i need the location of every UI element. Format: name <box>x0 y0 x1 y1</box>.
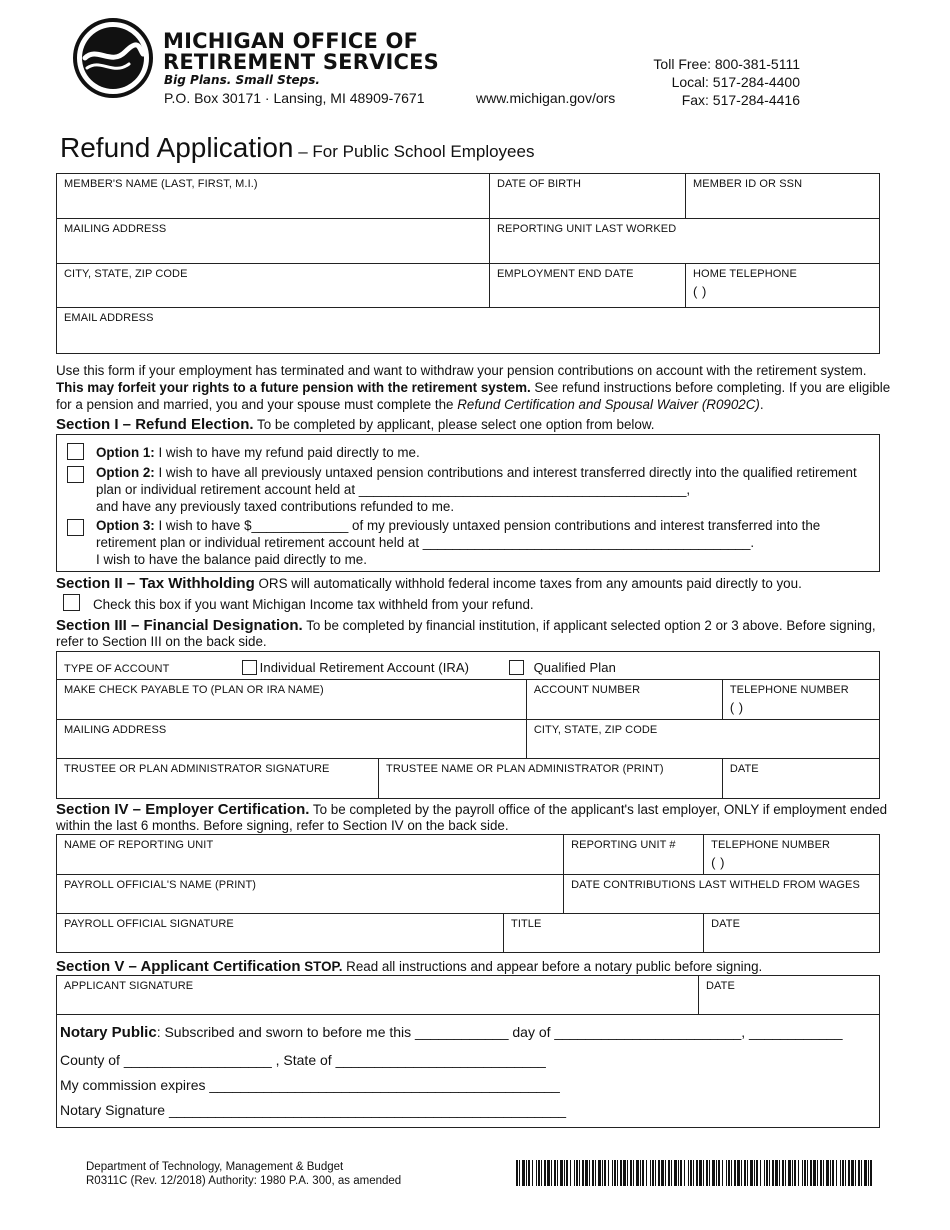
tagline: Big Plans. Small Steps. <box>164 73 320 87</box>
fi-telephone-field[interactable]: TELEPHONE NUMBER ( ) <box>722 680 879 720</box>
michigan-tax-label: Check this box if you want Michigan Income tax withheld from your refund. <box>93 597 534 612</box>
applicant-certification-table <box>56 975 880 1015</box>
ors-logo-icon <box>73 18 153 98</box>
option1-checkbox[interactable] <box>67 443 84 460</box>
trustee-date-field[interactable]: DATE <box>722 759 879 799</box>
department-name: Department of Technology, Management & Budget <box>86 1161 344 1173</box>
city-state-zip-field[interactable]: CITY, STATE, ZIP CODE <box>57 264 490 308</box>
home-telephone-field[interactable]: HOME TELEPHONE ( ) <box>686 264 880 308</box>
notary-line-1[interactable]: Notary Public: Subscribed and sworn to before me this ____________ day of ________________________, ____________ <box>60 1024 843 1041</box>
option3-checkbox[interactable] <box>67 519 84 536</box>
payroll-date-field[interactable]: DATE <box>704 914 880 953</box>
org-name <box>163 31 439 73</box>
qualified-plan-label: Qualified Plan <box>533 660 616 675</box>
title-main: Refund Application <box>60 132 294 163</box>
local-phone: Local: 517-284-4400 <box>671 74 800 90</box>
trustee-signature-field[interactable]: TRUSTEE OR PLAN ADMINISTRATOR SIGNATURE <box>57 759 379 799</box>
employer-telephone-field[interactable]: TELEPHONE NUMBER ( ) <box>704 835 880 875</box>
option1-text: Option 1: I wish to have my refund paid directly to me. <box>96 445 420 460</box>
account-number-field[interactable]: ACCOUNT NUMBER <box>526 680 722 720</box>
website-link[interactable]: www.michigan.gov/ors <box>476 90 616 106</box>
section4-heading: Section IV – Employer Certification. To be completed by the payroll office of the applicant's last employer, ONLY if employment ended within the last 6 months. Before signing, refer to Section IV on the back side. <box>56 801 888 833</box>
fi-mailing-address-field[interactable]: MAILING ADDRESS <box>57 720 527 759</box>
account-type-row: TYPE OF ACCOUNT Individual Retirement Account (IRA) Qualified Plan <box>57 652 880 680</box>
mailing-address-field[interactable]: MAILING ADDRESS <box>57 219 490 264</box>
fi-city-state-zip-field[interactable]: CITY, STATE, ZIP CODE <box>526 720 879 759</box>
section5-heading: Section V – Applicant Certification STOP. Read all instructions and appear before a notary public before signing. <box>56 958 763 975</box>
section2-heading: Section II – Tax Withholding ORS will automatically withhold federal income taxes from any amounts paid directly to you. <box>56 575 802 592</box>
notary-signature[interactable]: Notary Signature ___________________________________________________ <box>60 1102 567 1118</box>
mailing-address: P.O. Box 30171 · Lansing, MI 48909-7671 <box>164 90 425 106</box>
option2-checkbox[interactable] <box>67 466 84 483</box>
ira-label: Individual Retirement Account (IRA) <box>259 660 470 675</box>
intro-paragraph: Use this form if your employment has terminated and want to withdraw your pension contributions on account with the retirement system. This may forfeit your rights to a future pension with the retirement system. See refund instructions before completing. If you are eligible for a pension and married, you and your spouse must complete the Refund Certification and Spousal Waiver (R0902C). <box>56 363 891 412</box>
payroll-title-field[interactable]: TITLE <box>504 914 704 953</box>
section1-heading: Section I – Refund Election. To be completed by applicant, please select one option from below. <box>56 416 655 433</box>
barcode-icon <box>516 1160 872 1186</box>
applicant-date-field[interactable]: DATE <box>699 976 880 1015</box>
payable-to-field[interactable]: MAKE CHECK PAYABLE TO (PLAN OR IRA NAME) <box>57 680 527 720</box>
employment-end-date-field[interactable]: EMPLOYMENT END DATE <box>490 264 686 308</box>
option3-text: Option 3: I wish to have $_____________ of my previously untaxed pension contributions and interest transferred into the retirement plan or individual retirement account held at ____________________________________________. I wish to have the balance paid directly to me. <box>96 518 821 567</box>
footer-info <box>86 1160 401 1188</box>
org-name-line1: MICHIGAN OFFICE OF <box>163 29 419 53</box>
reporting-unit-field[interactable]: REPORTING UNIT LAST WORKED <box>490 219 880 264</box>
notary-section <box>56 1014 880 1128</box>
dob-field[interactable]: DATE OF BIRTH <box>490 174 686 219</box>
title-sub: – For Public School Employees <box>293 142 535 161</box>
trustee-name-field[interactable]: TRUSTEE NAME OR PLAN ADMINISTRATOR (PRINT) <box>379 759 723 799</box>
form-id: R0311C (Rev. 12/2018) Authority: 1980 P.A. 300, as amended <box>86 1175 402 1187</box>
michigan-tax-checkbox[interactable] <box>63 594 80 611</box>
member-name-field[interactable]: MEMBER'S NAME (LAST, FIRST, M.I.) <box>57 174 490 219</box>
notary-county-state[interactable]: County of ___________________ , State of ___________________________ <box>60 1052 546 1068</box>
section3-heading: Section III – Financial Designation. To be completed by financial institution, if applicant selected option 2 or 3 above. Before signing, refer to Section III on the back side. <box>56 617 876 649</box>
payroll-official-signature-field[interactable]: PAYROLL OFFICIAL SIGNATURE <box>57 914 504 953</box>
qualified-plan-checkbox[interactable] <box>509 660 524 675</box>
email-field[interactable]: EMAIL ADDRESS <box>57 308 880 354</box>
payroll-official-name-field[interactable]: PAYROLL OFFICIAL'S NAME (PRINT) <box>57 875 564 914</box>
reporting-unit-name-field[interactable]: NAME OF REPORTING UNIT <box>57 835 564 875</box>
fax: Fax: 517-284-4416 <box>681 92 800 108</box>
reporting-unit-number-field[interactable]: REPORTING UNIT # <box>564 835 704 875</box>
member-info-table <box>56 173 880 354</box>
member-id-field[interactable]: MEMBER ID OR SSN <box>686 174 880 219</box>
contributions-withheld-date-field[interactable]: DATE CONTRIBUTIONS LAST WITHELD FROM WAGES <box>564 875 880 914</box>
page-title <box>60 132 534 164</box>
option2-text: Option 2: I wish to have all previously untaxed pension contributions and interest transferred directly into the qualified retirement plan or individual retirement account held at ____________________________________________, and have any previously taxed contributions refunded to me. <box>96 465 857 514</box>
ira-checkbox[interactable] <box>242 660 257 675</box>
notary-commission-expires[interactable]: My commission expires _____________________________________________ <box>60 1077 560 1093</box>
org-name-line2: RETIREMENT SERVICES <box>163 50 440 74</box>
employer-certification-table <box>56 834 880 953</box>
contact-numbers <box>653 55 800 109</box>
applicant-signature-field[interactable]: APPLICANT SIGNATURE <box>57 976 699 1015</box>
financial-designation-table <box>56 651 880 799</box>
toll-free: Toll Free: 800-381-5111 <box>653 56 800 72</box>
refund-election-box <box>56 434 880 572</box>
